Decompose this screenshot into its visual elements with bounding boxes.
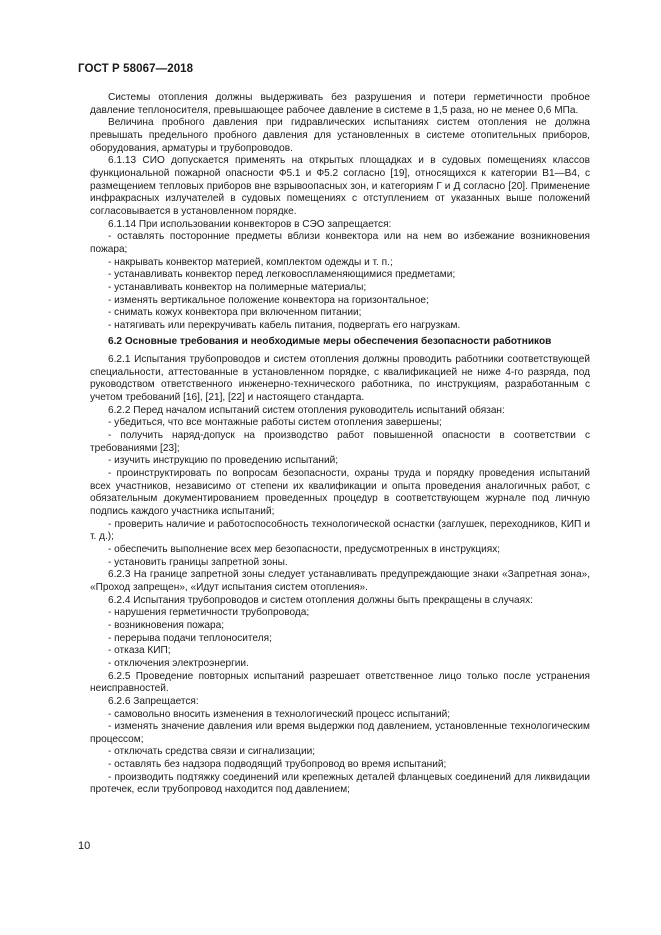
list-item: - устанавливать конвектор перед легковоспламеняющимися предметами; <box>108 269 456 281</box>
list-item: - изменять значение давления или время выдержки под давлением, установленные технологическим процессом; <box>90 721 590 745</box>
list-item: - производить подтяжку соединений или крепежных деталей фланцевых соединений для ликвидации протечек, если трубопровод находится под давлением; <box>90 771 590 796</box>
list-item: - отключения электроэнергии. <box>108 657 249 669</box>
list-item: - оставлять посторонние предметы вблизи конвектора или на нем во избежание возникновения пожара; <box>90 231 590 255</box>
paragraph: Системы отопления должны выдерживать без разрушения и потери герметичности пробное давление теплоносителя, превышающее рабочее давление в системе в 1,5 раза, но не менее 0,6 МПа. <box>90 92 590 116</box>
list-item: - натягивать или перекручивать кабель питания, подвергать его нагрузкам. <box>108 319 461 331</box>
paragraph: 6.2.6 Запрещается: <box>108 695 199 707</box>
list-item: - проинструктировать по вопросам безопасности, охраны труда и порядку проведения испытаний всех участников, независимо от степени их квалификации и опыта проведения аналогичных работ, с обязательным документированием проведенных процедур в соответствующем журнале под личную подпись каждого участника испытаний; <box>90 468 590 517</box>
list-item: - обеспечить выполнение всех мер безопасности, предусмотренных в инструкциях; <box>108 543 501 555</box>
list-item: - возникновения пожара; <box>108 619 225 631</box>
paragraph: 6.2.1 Испытания трубопроводов и систем отопления должны проводить работники соответствующей специальности, аттестованные в установленном порядке, с квалификацией не ниже 4-го разряда, под руководством ответственного инженерно-технического работника, по инструкциям, разработанным с учетом требований [16], [21], [22] и настоящего стандарта. <box>90 354 590 404</box>
list-item: - устанавливать конвектор на полимерные материалы; <box>108 281 367 293</box>
list-item: - самовольно вносить изменения в технологический процесс испытаний; <box>108 708 451 720</box>
list-item: - отключать средства связи и сигнализации; <box>108 746 316 758</box>
list-item: - нарушения герметичности трубопровода; <box>108 607 310 619</box>
document-body <box>90 92 590 797</box>
list-item: - снимать кожух конвектора при включенном питании; <box>108 307 362 319</box>
list-item: - изучить инструкцию по проведению испытаний; <box>108 455 339 467</box>
list-item: - накрывать конвектор материей, комплектом одежды и т. п.; <box>108 256 393 268</box>
list-item: - проверить наличие и работоспособность технологической оснастки (заглушек, переходников, КИП и т. д.); <box>90 518 590 543</box>
paragraph: 6.2.4 Испытания трубопроводов и систем отопления должны быть прекращены в случаях: <box>108 594 533 606</box>
paragraph: 6.1.13 СИО допускается применять на открытых площадках и в судовых помещениях классов функциональной пожарной опасности Ф5.1 и Ф5.2 согласно [19], относящихся к категории В1—В4, с размещением тепловых приборов вне взрывоопасных зон, и категориям Г и Д согласно [20]. Применение инфракрасных излучателей в судовых помещениях с отступлением от указанных выше положений согласовывается в установленном порядке. <box>90 155 590 217</box>
paragraph: 6.2.3 На границе запретной зоны следует устанавливать предупреждающие знаки «Запретная зона», «Проход запрещен», «Идут испытания систем отопления». <box>90 569 590 593</box>
paragraph: 6.1.14 При использовании конвекторов в СЭО запрещается: <box>108 218 392 230</box>
list-item: - отказа КИП; <box>108 645 171 657</box>
list-item: - установить границы запретной зоны. <box>108 556 288 568</box>
list-item: - оставлять без надзора подводящий трубопровод во время испытаний; <box>108 759 447 771</box>
paragraph: 6.2.5 Проведение повторных испытаний разрешает ответственное лицо только после устранения неисправностей. <box>90 670 590 695</box>
document-header: ГОСТ Р 58067—2018 <box>78 63 194 75</box>
paragraph: Величина пробного давления при гидравлических испытаниях систем отопления не должна превышать предельного пробного давления для установленных в системе отопительных приборов, оборудования, арматуры и трубопроводов. <box>90 117 590 154</box>
list-item: - получить наряд-допуск на производство работ повышенной опасности в соответствии с требованиями [23]; <box>90 430 590 454</box>
list-item: - изменять вертикальное положение конвектора на горизонтальное; <box>108 294 429 306</box>
section-heading: 6.2 Основные требования и необходимые меры обеспечения безопасности работников <box>108 336 552 348</box>
page-number: 10 <box>78 840 91 852</box>
list-item: - перерыва подачи теплоносителя; <box>108 632 272 644</box>
paragraph: 6.2.2 Перед началом испытаний систем отопления руководитель испытаний обязан: <box>108 404 505 416</box>
list-item: - убедиться, что все монтажные работы систем отопления завершены; <box>108 417 442 429</box>
